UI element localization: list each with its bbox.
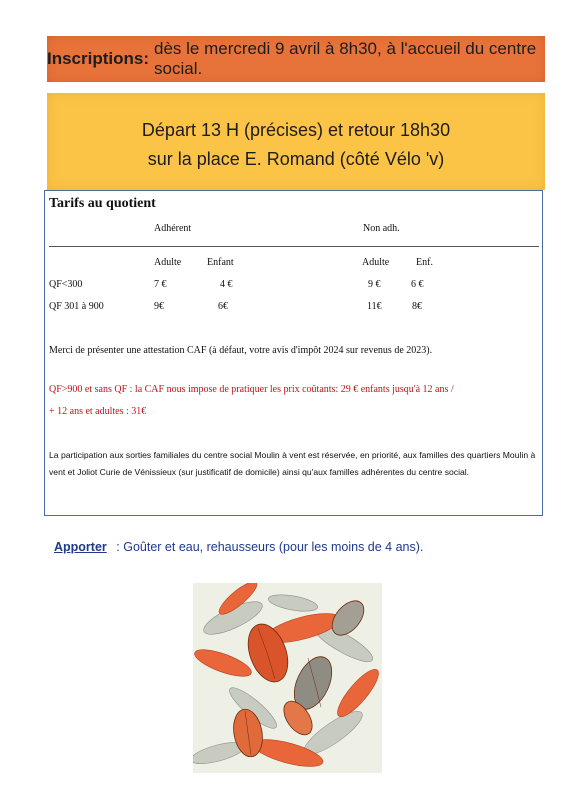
row-price-enfant: 4 € [220, 279, 233, 290]
cocoa-illustration-art [193, 583, 382, 773]
registration-label: Inscriptions: [47, 49, 150, 68]
apporter-sep: : [116, 540, 120, 554]
col-header-adulte-non: Adulte [362, 257, 390, 268]
col-header-enf-non: Enf. [416, 257, 433, 268]
group-non-adherent: Non adh. [363, 223, 400, 234]
tarifs-title: Tarifs au quotient [49, 196, 156, 211]
table-divider [49, 246, 539, 247]
row-price-adulte-non: 9 € [368, 279, 381, 290]
registration-text: dès le mercredi 9 avril à 8h30, à l'accueil du centre social. [154, 39, 537, 78]
col-header-adulte: Adulte [154, 257, 182, 268]
row-label: QF<300 [49, 279, 83, 290]
row-price-enf-non: 6 € [411, 279, 424, 290]
tarifs-box [44, 190, 543, 516]
row-price-adulte: 9€ [154, 301, 164, 312]
apporter-label: Apporter [54, 540, 107, 554]
apporter-line [54, 540, 423, 554]
row-price-enf-non: 8€ [412, 301, 422, 312]
col-header-enfant: Enfant [207, 257, 234, 268]
departure-line-2: sur la place E. Romand (côté Vélo 'v) [147, 149, 445, 169]
registration-banner [47, 36, 545, 82]
caf-note: Merci de présenter une attestation CAF (à défaut, votre avis d'impôt 2024 sur revenus de 2023). [49, 345, 433, 356]
row-price-adulte-non: 11€ [367, 301, 382, 312]
full-price-line-1: QF>900 et sans QF : la CAF nous impose de pratiquer les prix coûtants: 29 € enfants jusqu'à 12 ans / [49, 384, 454, 395]
row-price-enfant: 6€ [218, 301, 228, 312]
row-label: QF 301 à 900 [49, 301, 104, 312]
cocoa-pod-illustration [193, 583, 382, 773]
full-price-line-2: + 12 ans et adultes : 31€ [49, 406, 147, 417]
group-adherent: Adhérent [154, 223, 192, 234]
row-price-adulte: 7 € [154, 279, 167, 290]
participation-text: La participation aux sorties familiales du centre social Moulin à vent est réservée, en priorité, aux familles des quartiers Moulin à vent et Joliot Curie de Vénissieux (sur justificatif de domicile) ainsi qu'aux familles adhérentes du centre social. [49, 450, 536, 477]
apporter-text: Goûter et eau, rehausseurs (pour les moins de 4 ans). [123, 540, 424, 554]
departure-banner [47, 93, 545, 190]
departure-line-1: Départ 13 H (précises) et retour 18h30 [141, 120, 451, 140]
